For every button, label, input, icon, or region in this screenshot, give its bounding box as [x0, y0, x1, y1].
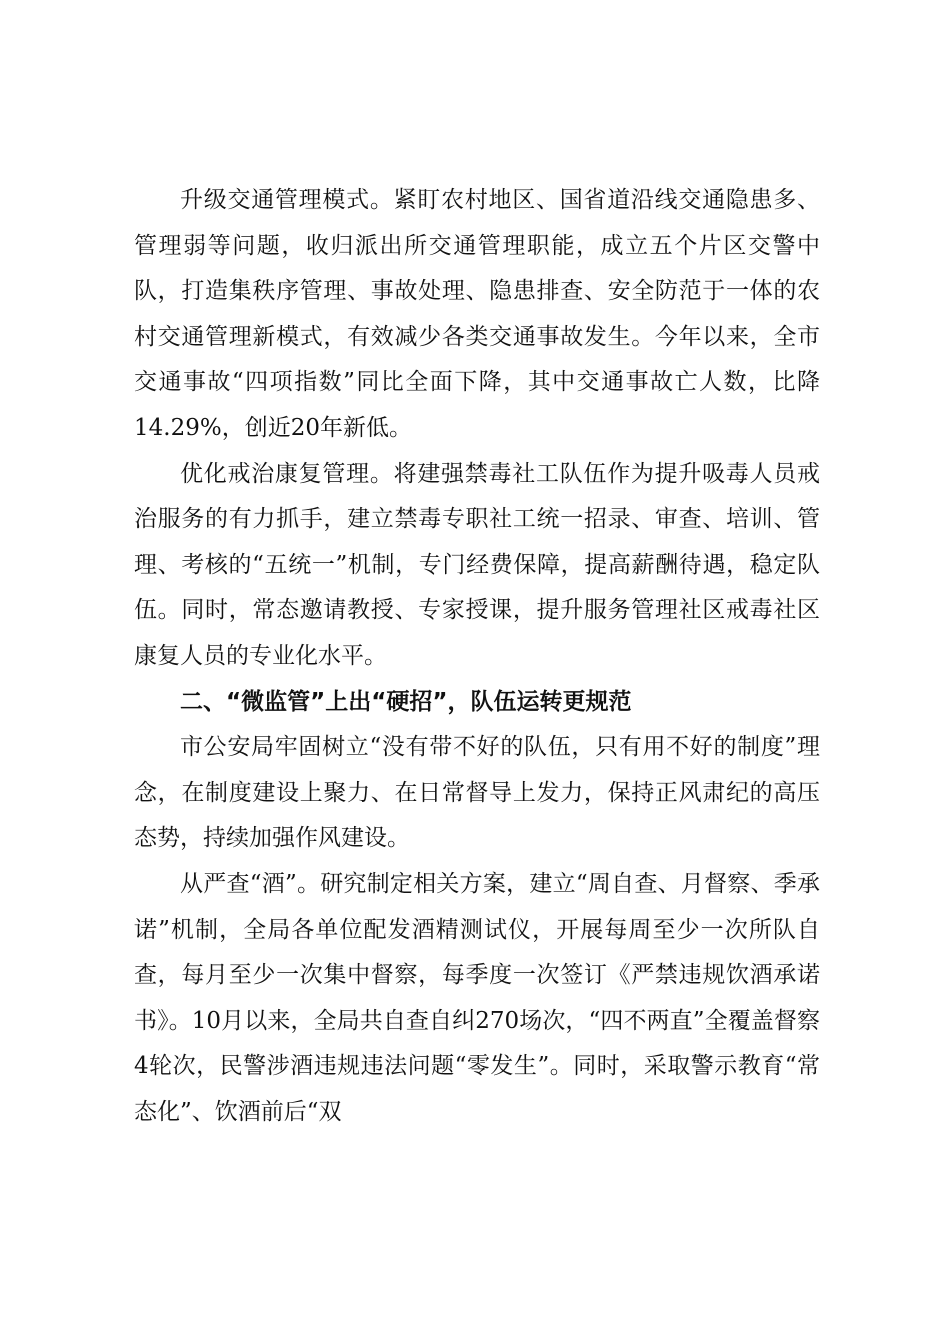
section-heading-supervision: 二、“微监管”上出“硬招”，队伍运转更规范: [180, 688, 632, 715]
paragraph-rehab-management: 优化戒治康复管理。将建强禁毒社工队伍作为提升吸毒人员戒治服务的有力抓手，建立禁毒专职社工统一招录、审查、培训、管理、考核的“五统一”机制，专门经费保障，提高薪酬待遇，稳定队伍。同时，常态邀请教授、专家授课，提升服务管理社区戒毒社区康复人员的专业化水平。: [134, 460, 820, 669]
document-page: [134, 178, 820, 1135]
paragraph-police-bureau-philosophy: 市公安局牢固树立“没有带不好的队伍，只有用不好的制度”理念，在制度建设上聚力、在日常督导上发力，保持正风肃纪的高压态势，持续加强作风建设。: [134, 734, 820, 852]
paragraph-traffic-management: 升级交通管理模式。紧盯农村地区、国省道沿线交通隐患多、管理弱等问题，收归派出所交通管理职能，成立五个片区交警中队，打造集秩序管理、事故处理、隐患排查、安全防范于一体的农村交通管理新模式，有效减少各类交通事故发生。今年以来，全市交通事故“四项指数”同比全面下降，其中交通事故亡人数，比降14.29%，创近20年新低。: [134, 187, 820, 441]
paragraph-alcohol-inspection: 从严查“酒”。研究制定相关方案，建立“周自查、月督察、季承诺”机制，全局各单位配发酒精测试仪，开展每周至少一次所队自查，每月至少一次集中督察，每季度一次签订《严禁违规饮酒承诺书》。10月以来，全局共自查自纠270场次，“四不两直”全覆盖督察4轮次，民警涉酒违规违法问题“零发生”。同时，采取警示教育“常态化”、饮酒前后“双: [134, 870, 820, 1125]
